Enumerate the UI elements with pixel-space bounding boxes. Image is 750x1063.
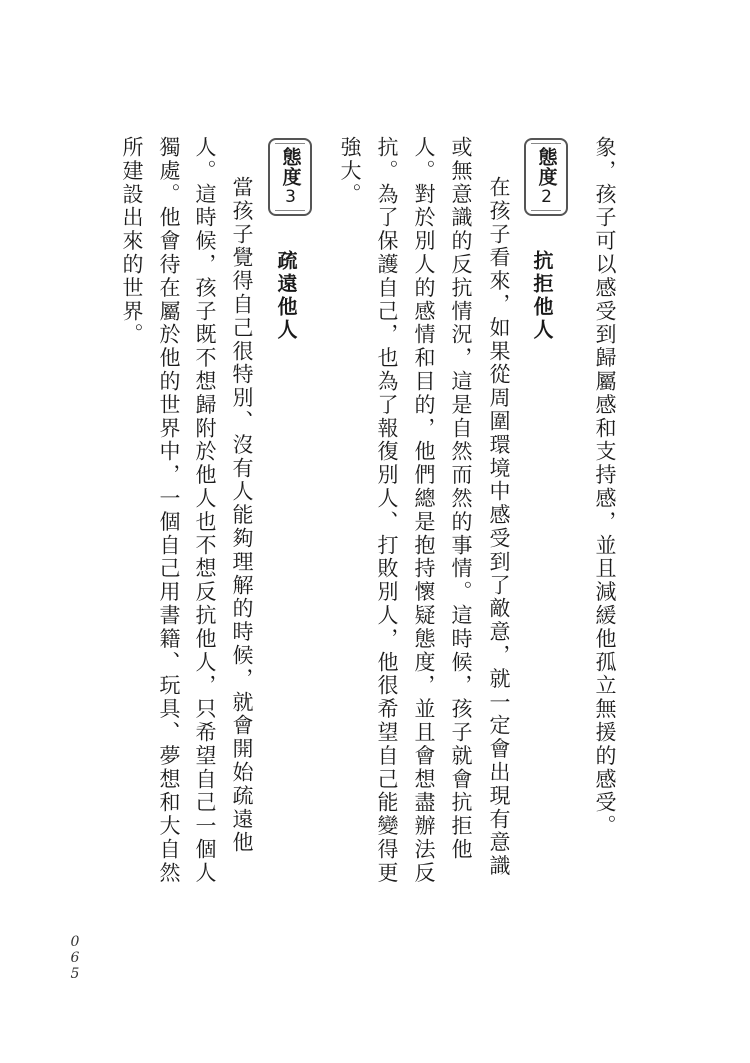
body-text-column: 人。這時候，孩子既不想歸附於他人也不想反抗他人，只希望自己一個人 — [193, 136, 217, 885]
attitude-2-label: 態度 — [535, 146, 558, 187]
attitude-2-heading: 抗拒他人 — [530, 250, 554, 342]
body-text-column: 強大。 — [338, 136, 362, 207]
body-text-column: 或無意識的反抗情況，這是自然而然的事情。這時候，孩子就會抗拒他 — [449, 136, 473, 862]
attitude-3-badge-text — [281, 147, 300, 208]
page-number — [66, 934, 84, 982]
body-text-column: 獨處。他會待在屬於他的世界中，一個自己用書籍、玩具、夢想和大自然 — [157, 136, 181, 885]
attitude-2-badge — [524, 138, 568, 216]
body-text-column: 當孩子覺得自己很特別、沒有人能夠理解的時候，就會開始疏遠他 — [230, 176, 254, 855]
body-text-column: 所建設出來的世界。 — [120, 136, 144, 347]
attitude-3-badge — [268, 138, 312, 216]
body-text-column: 抗。為了保護自己，也為了報復別人、打敗別人，他很希望自己能變得更 — [375, 136, 399, 885]
body-text-column: 在孩子看來，如果從周圍環境中感受到了敵意，就一定會出現有意識 — [487, 176, 511, 878]
attitude-2-badge-text — [537, 147, 556, 208]
page-number-digit: 0 — [70, 934, 80, 950]
page-number-digit: 5 — [70, 966, 80, 982]
attitude-2-number: 2 — [536, 186, 557, 208]
body-text-column: 人。對於別人的感情和目的，他們總是抱持懷疑態度，並且會想盡辦法反 — [412, 136, 436, 885]
attitude-3-number: 3 — [280, 186, 301, 208]
page-number-digit: 6 — [70, 950, 80, 966]
attitude-3-label: 態度 — [279, 146, 302, 187]
attitude-3-heading: 疏遠他人 — [274, 250, 298, 342]
body-text-column: 象，孩子可以感受到歸屬感和支持感，並且減緩他孤立無援的感受。 — [593, 136, 617, 838]
